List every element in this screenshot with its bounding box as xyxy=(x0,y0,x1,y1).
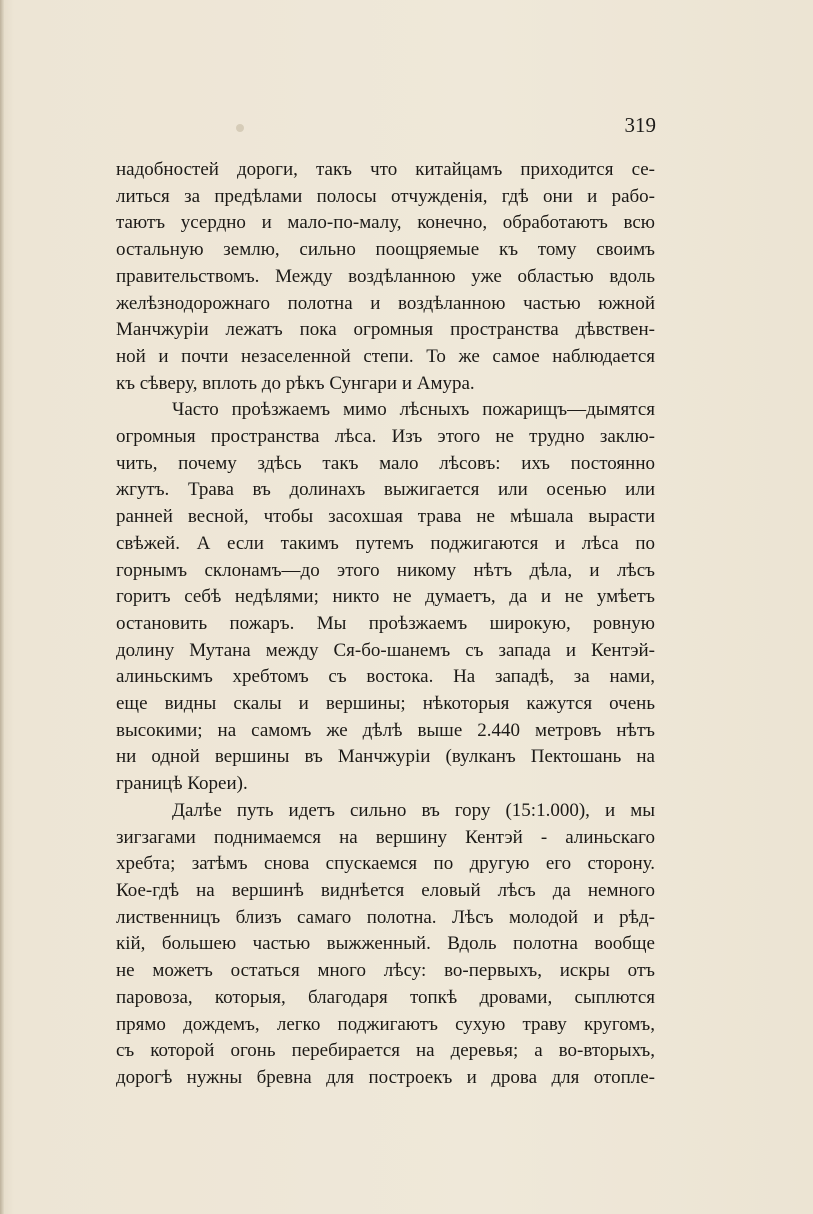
text-line: таютъ усердно и мало-по-малу, конечно, обработаютъ всю xyxy=(116,212,655,234)
page-edge-shadow xyxy=(0,0,4,1214)
text-line: ни одной вершины въ Манчжуріи (вулканъ Пектошань на xyxy=(116,746,655,768)
text-line: Часто проѣзжаемъ мимо лѣсныхъ пожарищъ—дымятся xyxy=(172,399,655,421)
text-line: Кое-гдѣ на вершинѣ виднѣется еловый лѣсъ да немного xyxy=(116,879,655,901)
text-line: ной и почти незаселенной степи. То же самое наблюдается xyxy=(116,345,655,367)
text-line: остальную землю, сильно поощряемые къ тому своимъ xyxy=(116,239,655,261)
text-line: ранней весной, чтобы засохшая трава не мѣшала вырасти xyxy=(116,506,655,528)
text-line: правительствомъ. Между воздѣланною уже областью вдоль xyxy=(116,265,655,287)
text-line: долину Мутана между Ся-бо-шанемъ съ запада и Кентэй- xyxy=(116,639,655,661)
text-line: не можетъ остаться много лѣсу: во-первыхъ, искры отъ xyxy=(116,960,655,982)
text-line: лиственницъ близъ самаго полотна. Лѣсъ молодой и рѣд- xyxy=(116,906,655,928)
text-line: жгутъ. Трава въ долинахъ выжигается или осенью или xyxy=(116,479,655,501)
text-line: Далѣе путь идетъ сильно въ гору (15:1.000), и мы xyxy=(172,799,655,821)
text-line: чить, почему здѣсь такъ мало лѣсовъ: ихъ постоянно xyxy=(116,452,655,474)
text-line: зигзагами поднимаемся на вершину Кентэй - алиньскаго xyxy=(116,826,655,848)
text-line: дорогѣ нужны бревна для построекъ и дрова для отопле- xyxy=(116,1066,655,1088)
text-line: высокими; на самомъ же дѣлѣ выше 2.440 метровъ нѣтъ xyxy=(116,719,655,741)
text-line: горнымъ склонамъ—до этого никому нѣтъ дѣла, и лѣсъ xyxy=(116,559,655,581)
text-line: свѣжей. А если такимъ путемъ поджигаются и лѣса по xyxy=(116,532,655,554)
text-line: прямо дождемъ, легко поджигаютъ сухую траву кругомъ, xyxy=(116,1013,655,1035)
text-line: алиньскимъ хребтомъ съ востока. На западѣ, за нами, xyxy=(116,666,655,688)
text-line: Манчжуріи лежатъ пока огромныя пространства дѣвствен- xyxy=(116,319,655,341)
text-line: горитъ себѣ недѣлями; никто не думаетъ, да и не умѣетъ xyxy=(116,586,655,608)
text-line: кій, большею частью выжженный. Вдоль полотна вообще xyxy=(116,933,655,955)
text-line: остановить пожаръ. Мы проѣзжаемъ широкую, ровную xyxy=(116,612,655,634)
text-line: огромныя пространства лѣса. Изъ этого не трудно заклю- xyxy=(116,426,655,448)
paper-spot xyxy=(236,124,244,132)
body-text xyxy=(116,157,655,1092)
text-line: съ которой огонь перебирается на деревья; а во-вторыхъ, xyxy=(116,1040,655,1062)
text-line: желѣзнодорожнаго полотна и воздѣланною частью южной xyxy=(116,292,655,314)
text-line: къ сѣверу, вплоть до рѣкъ Сунгари и Амура. xyxy=(116,372,475,394)
text-line: еще видны скалы и вершины; нѣкоторыя кажутся очень xyxy=(116,693,655,715)
text-line: паровоза, которыя, благодаря топкѣ дровами, сыплются xyxy=(116,986,655,1008)
text-line: литься за предѣлами полосы отчужденія, гдѣ они и рабо- xyxy=(116,185,655,207)
text-line: хребта; затѣмъ снова спускаемся по другую его сторону. xyxy=(116,853,655,875)
text-line: границѣ Кореи). xyxy=(116,773,248,795)
page-number: 319 xyxy=(624,113,656,137)
text-line: надобностей дороги, такъ что китайцамъ приходится се- xyxy=(116,159,655,180)
